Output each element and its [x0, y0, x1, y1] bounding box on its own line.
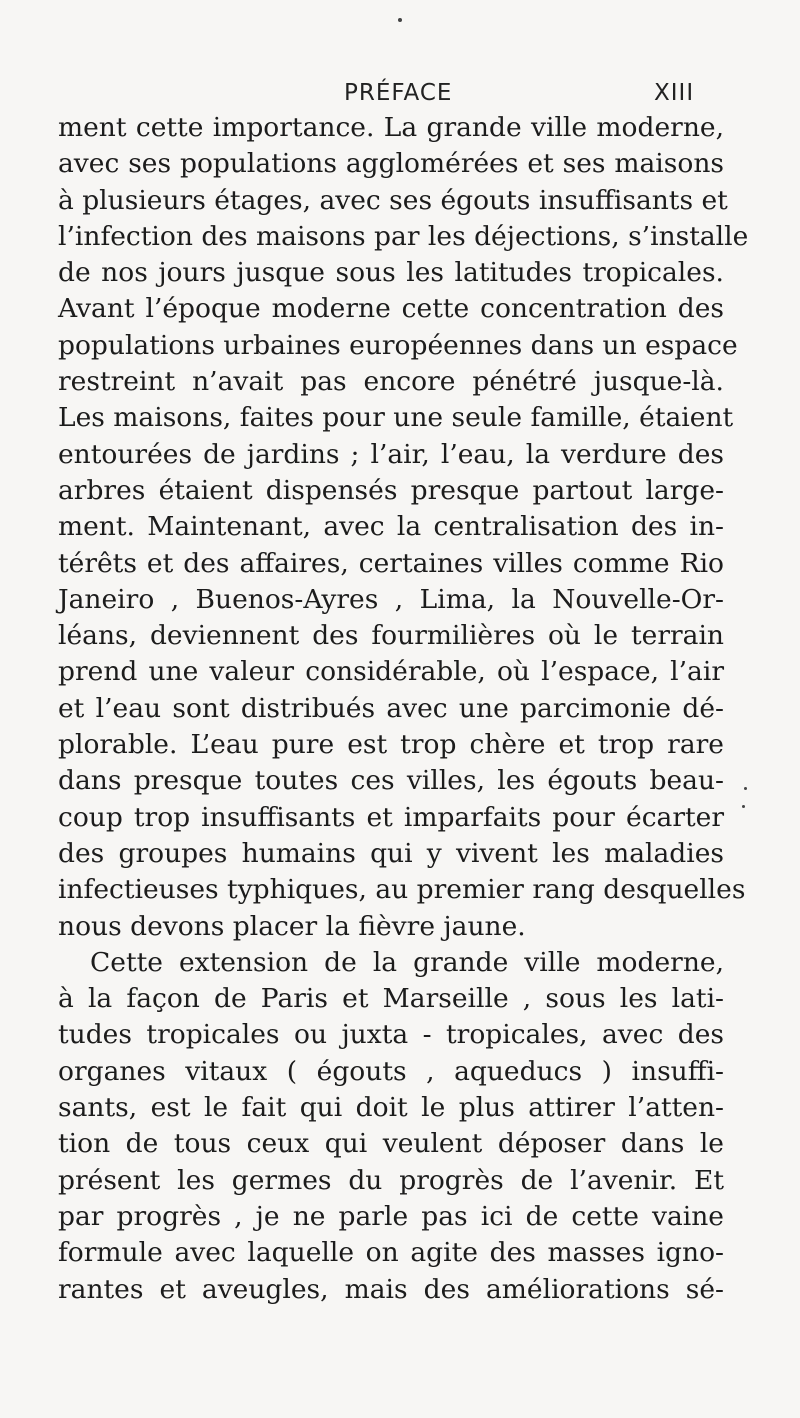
- text-line: Avant l’époque moderne cette concentration des: [58, 293, 724, 325]
- text-line: avec ses populations agglomérées et ses maisons: [58, 148, 724, 180]
- text-line: Les maisons, faites pour une seule famille, étaient: [58, 402, 734, 434]
- text-line: formule avec laquelle on agite des masses igno-: [58, 1237, 724, 1269]
- page-number: XIII: [654, 80, 695, 106]
- text-line: arbres étaient dispensés presque partout large-: [58, 474, 724, 506]
- text-line: coup trop insuffisants et imparfaits pour écarter: [58, 801, 724, 833]
- text-line: l’infection des maisons par les déjections, s’installe: [58, 220, 749, 252]
- text-line: organes vitaux ( égouts , aqueducs ) insuffi-: [58, 1055, 724, 1087]
- text-line: léans, deviennent des fourmilières où le terrain: [58, 620, 724, 652]
- text-line: ment. Maintenant, avec la centralisation des in-: [58, 511, 724, 543]
- text-line: présent les germes du progrès de l’avenir. Et: [58, 1164, 724, 1196]
- text-line: tion de tous ceux qui veulent déposer dans le: [58, 1128, 724, 1160]
- text-line: prend une valeur considérable, où l’espace, l’air: [58, 656, 724, 688]
- text-line: infectieuses typhiques, au premier rang desquelles: [58, 874, 746, 906]
- print-speck: [742, 805, 745, 808]
- text-line: rantes et aveugles, mais des améliorations sé-: [58, 1273, 724, 1305]
- text-line: dans presque toutes ces villes, les égouts beau-: [58, 765, 724, 797]
- paragraph-end-line: nous devons placer la fièvre jaune.: [58, 910, 526, 942]
- text-line: ment cette importance. La grande ville moderne,: [58, 112, 724, 143]
- text-line: à plusieurs étages, avec ses égouts insuffisants et: [58, 184, 728, 216]
- body-text: [58, 110, 749, 1308]
- text-line: sants, est le fait qui doit le plus attirer l’atten-: [58, 1092, 724, 1124]
- text-line: et l’eau sont distribués avec une parcimonie dé-: [58, 692, 724, 724]
- text-line: par progrès , je ne parle pas ici de cette vaine: [58, 1200, 724, 1232]
- running-title: PRÉFACE: [344, 80, 453, 106]
- text-line: térêts et des affaires, certaines villes comme Rio: [58, 547, 724, 579]
- text-line: populations urbaines européennes dans un espace: [58, 329, 738, 361]
- text-line: restreint n’avait pas encore pénétré jusque-là.: [58, 366, 724, 398]
- text-line: entourées de jardins ; l’air, l’eau, la verdure des: [58, 438, 724, 470]
- text-line: de nos jours jusque sous les latitudes tropicales.: [58, 257, 724, 289]
- text-line: Janeiro , Buenos-Ayres , Lima, la Nouvelle-Or-: [58, 583, 724, 615]
- print-speck: [398, 18, 402, 22]
- running-head: [0, 80, 800, 110]
- print-speck: [744, 787, 747, 790]
- paragraph-start-line: Cette extension de la grande ville moderne,: [90, 946, 724, 978]
- text-line: des groupes humains qui y vivent les maladies: [58, 837, 724, 869]
- text-line: plorable. L’eau pure est trop chère et trop rare: [58, 729, 724, 761]
- text-line: tudes tropicales ou juxta - tropicales, avec des: [58, 1019, 724, 1051]
- text-line: à la façon de Paris et Marseille , sous les lati-: [58, 983, 724, 1015]
